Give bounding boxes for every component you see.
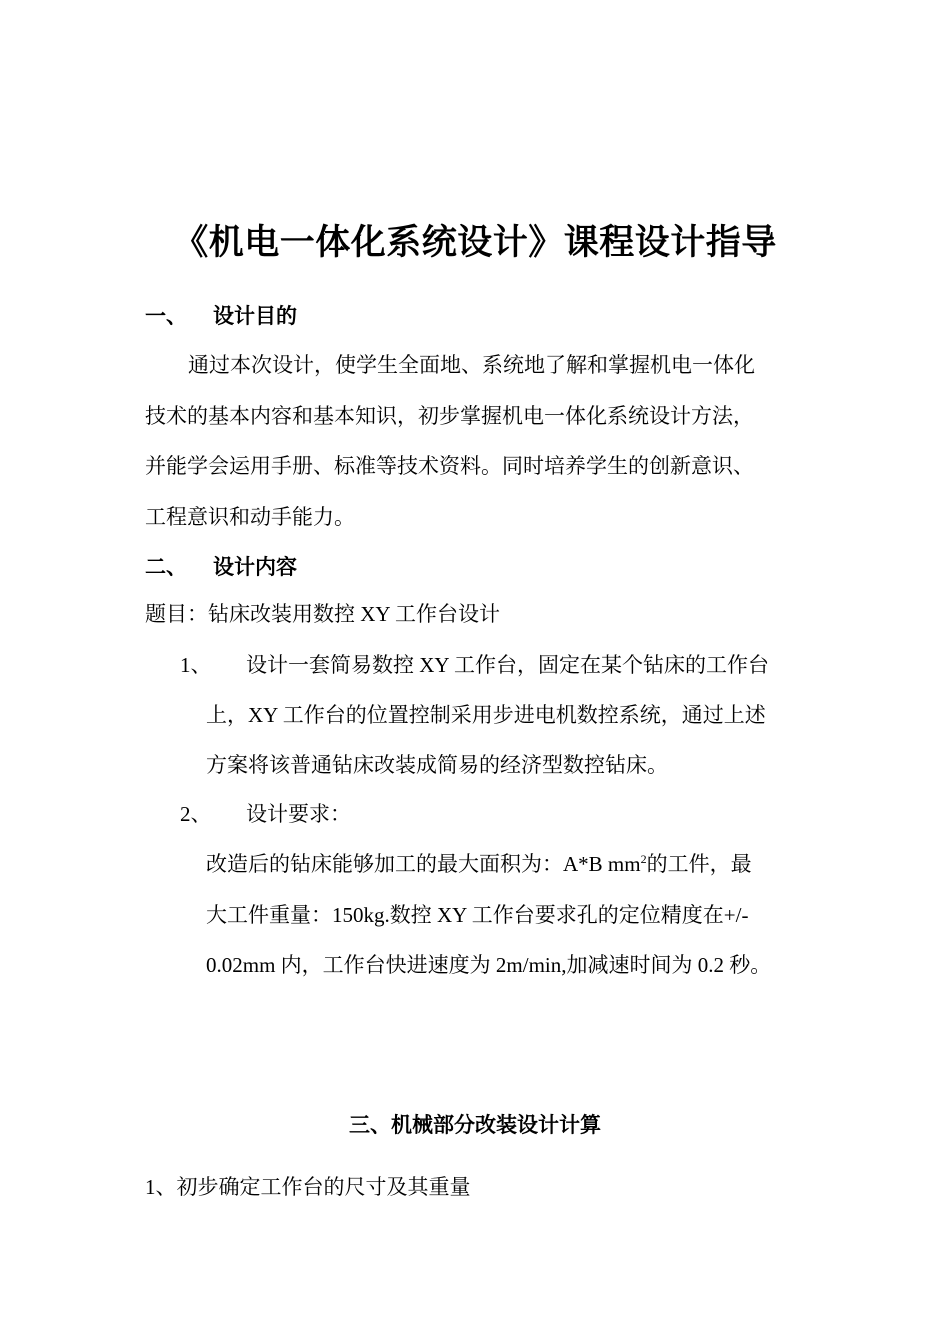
section-1-line-1: 通过本次设计，使学生全面地、系统地了解和掌握机电一体化 [188, 353, 755, 377]
item-2-number: 2、 [180, 802, 212, 826]
item-2-line-3: 0.02mm 内，工作台快进速度为 2m/min,加减速时间为 0.2 秒。 [206, 953, 772, 977]
document-title: 《机电一体化系统设计》课程设计指导 [173, 223, 777, 262]
item-1-line-1: 设计一套简易数控 XY 工作台，固定在某个钻床的工作台 [246, 653, 770, 677]
section-1-heading [145, 300, 297, 330]
item-2-line-1-end: 的工件，最 [646, 852, 752, 876]
item-2-line-1-text: 改造后的钻床能够加工的最大面积为：A*B mm [206, 852, 641, 876]
section-1-title: 设计目的 [213, 304, 297, 328]
design-topic: 题目：钻床改装用数控 XY 工作台设计 [145, 602, 501, 626]
section-2-title: 设计内容 [213, 555, 297, 579]
section-3-heading: 三、机械部分改装设计计算 [349, 1113, 601, 1137]
item-2-heading: 设计要求： [246, 802, 351, 826]
section-1-line-4: 工程意识和动手能力。 [145, 505, 355, 529]
item-2-line-1 [206, 848, 752, 878]
item-2-superscript: 2 [640, 852, 647, 866]
section-2-number: 二、 [145, 555, 187, 579]
section-2-heading [145, 551, 297, 581]
section-1-line-2: 技术的基本内容和基本知识，初步掌握机电一体化系统设计方法， [145, 404, 754, 428]
section-1-line-3: 并能学会运用手册、标准等技术资料。同时培养学生的创新意识、 [145, 454, 754, 478]
item-1-line-2: 上，XY 工作台的位置控制采用步进电机数控系统，通过上述 [206, 703, 766, 727]
section-1-number: 一、 [145, 304, 187, 328]
section-3-sub-1: 1、初步确定工作台的尺寸及其重量 [145, 1175, 471, 1199]
item-1-number: 1、 [180, 653, 212, 677]
item-1-line-3: 方案将该普通钻床改装成简易的经济型数控钻床。 [206, 753, 668, 777]
item-2-line-2: 大工件重量：150kg.数控 XY 工作台要求孔的定位精度在+/- [206, 903, 749, 927]
